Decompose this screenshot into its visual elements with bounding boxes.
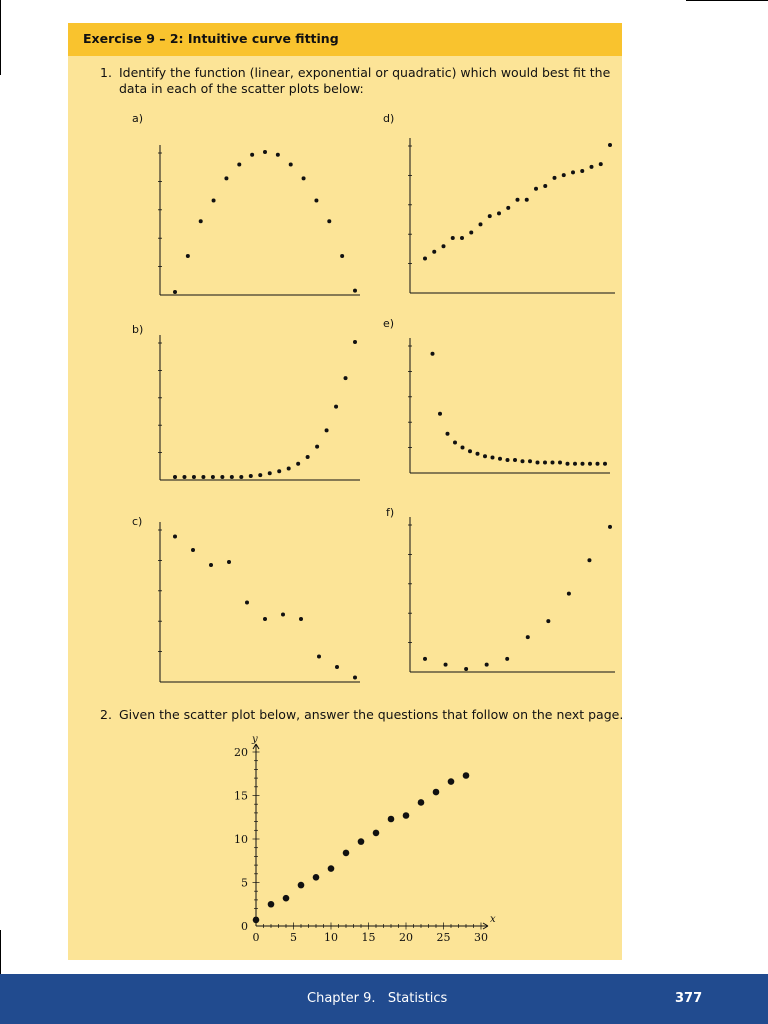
- data-point: [588, 462, 592, 466]
- data-point: [230, 475, 234, 479]
- data-point: [192, 475, 196, 479]
- data-point: [433, 789, 440, 796]
- crop-mark: [0, 0, 1, 75]
- data-point: [340, 254, 344, 258]
- data-point: [327, 219, 331, 223]
- data-point: [353, 289, 357, 293]
- data-point: [182, 475, 186, 479]
- data-point: [224, 176, 228, 180]
- scatter-plot-b: [150, 330, 365, 490]
- data-point: [299, 617, 303, 621]
- data-point: [227, 560, 231, 564]
- data-point: [566, 462, 570, 466]
- data-point: [289, 162, 293, 166]
- data-point: [468, 449, 472, 453]
- data-point: [488, 214, 492, 218]
- data-point: [423, 657, 427, 661]
- data-point: [536, 461, 540, 465]
- data-point: [546, 619, 550, 623]
- data-point: [253, 917, 260, 924]
- data-point: [498, 457, 502, 461]
- plot-label-a: a): [132, 112, 144, 125]
- data-point: [263, 150, 267, 154]
- data-point: [328, 865, 335, 872]
- data-point: [432, 250, 436, 254]
- data-point: [209, 563, 213, 567]
- data-point: [173, 475, 177, 479]
- data-point: [335, 665, 339, 669]
- data-point: [485, 663, 489, 667]
- data-point: [448, 778, 455, 785]
- data-point: [553, 176, 557, 180]
- data-point: [580, 169, 584, 173]
- data-point: [590, 165, 594, 169]
- data-point: [558, 461, 562, 465]
- data-point: [313, 874, 320, 881]
- scatter-plot-d: [400, 130, 620, 300]
- data-point: [250, 153, 254, 157]
- scatter-plot-e: [400, 330, 615, 480]
- data-point: [567, 592, 571, 596]
- data-point: [476, 452, 480, 456]
- page-number: 377: [675, 991, 703, 1006]
- y-axis-label: y: [252, 734, 258, 745]
- crop-mark: [0, 930, 1, 974]
- plot-label-b: b): [132, 323, 144, 336]
- data-point: [442, 244, 446, 248]
- data-point: [211, 475, 215, 479]
- data-point: [306, 455, 310, 459]
- data-point: [314, 199, 318, 203]
- data-point: [418, 799, 425, 806]
- data-point: [173, 290, 177, 294]
- data-point: [479, 222, 483, 226]
- x-tick-label: 10: [324, 931, 338, 944]
- data-point: [460, 236, 464, 240]
- data-point: [403, 812, 410, 819]
- data-point: [186, 254, 190, 258]
- data-point: [599, 162, 603, 166]
- data-point: [298, 882, 305, 889]
- scatter-plot-question-2: [225, 735, 515, 950]
- data-point: [344, 376, 348, 380]
- data-point: [287, 466, 291, 470]
- data-point: [315, 445, 319, 449]
- data-point: [534, 187, 538, 191]
- scatter-plot-a: [150, 138, 365, 303]
- data-point: [513, 458, 517, 462]
- data-point: [562, 173, 566, 177]
- data-point: [483, 454, 487, 458]
- plot-label-f: f): [386, 506, 395, 519]
- data-point: [543, 461, 547, 465]
- data-point: [464, 667, 468, 671]
- question-number: 2.: [100, 707, 112, 722]
- data-point: [373, 830, 380, 837]
- x-tick-label: 0: [252, 931, 260, 944]
- x-tick-label: 15: [361, 931, 376, 944]
- data-point: [277, 469, 281, 473]
- data-point: [239, 475, 243, 479]
- data-point: [446, 432, 450, 436]
- data-point: [526, 635, 530, 639]
- scatter-plot-f: [400, 510, 620, 680]
- data-point: [521, 459, 525, 463]
- x-tick-label: 30: [474, 931, 488, 944]
- data-point: [551, 461, 555, 465]
- data-point: [358, 838, 365, 845]
- data-point: [201, 475, 205, 479]
- question-text: Identify the function (linear, exponential or quadratic) which would best fit the: [119, 65, 611, 80]
- data-point: [258, 473, 262, 477]
- data-point: [608, 525, 612, 529]
- data-point: [353, 340, 357, 344]
- data-point: [220, 475, 224, 479]
- data-point: [469, 231, 473, 235]
- data-point: [353, 676, 357, 680]
- x-tick-label: 20: [399, 931, 413, 944]
- data-point: [491, 456, 495, 460]
- data-point: [596, 462, 600, 466]
- plot-label-e: e): [383, 317, 395, 330]
- data-point: [343, 850, 350, 857]
- plot-label-d: d): [383, 112, 395, 125]
- data-point: [268, 471, 272, 475]
- y-tick-label: 15: [234, 789, 248, 803]
- data-point: [334, 405, 338, 409]
- data-point: [463, 772, 470, 779]
- data-point: [603, 462, 607, 466]
- data-point: [505, 657, 509, 661]
- data-point: [528, 459, 532, 463]
- y-tick-label: 20: [234, 746, 248, 759]
- data-point: [543, 184, 547, 188]
- data-point: [237, 162, 241, 166]
- question-text-line2: data in each of the scatter plots below:: [119, 81, 364, 96]
- data-point: [296, 462, 300, 466]
- data-point: [516, 198, 520, 202]
- y-tick-label: 10: [234, 833, 248, 846]
- chapter-title: Chapter 9. Statistics: [307, 991, 448, 1006]
- data-point: [573, 462, 577, 466]
- data-point: [249, 474, 253, 478]
- data-point: [276, 153, 280, 157]
- question-number: 1.: [100, 65, 112, 80]
- data-point: [173, 535, 177, 539]
- data-point: [325, 428, 329, 432]
- data-point: [281, 613, 285, 617]
- data-point: [451, 236, 455, 240]
- data-point: [497, 211, 501, 215]
- x-tick-label: 5: [290, 931, 297, 944]
- data-point: [525, 198, 529, 202]
- plot-label-c: c): [132, 515, 143, 528]
- data-point: [212, 199, 216, 203]
- data-point: [199, 219, 203, 223]
- data-point: [571, 170, 575, 174]
- x-tick-label: 25: [436, 931, 451, 944]
- data-point: [423, 257, 427, 261]
- data-point: [506, 458, 510, 462]
- exercise-header: [68, 23, 622, 56]
- data-point: [453, 441, 457, 445]
- data-point: [438, 412, 442, 416]
- data-point: [268, 901, 275, 908]
- question-text: Given the scatter plot below, answer the questions that follow on the next page.: [119, 707, 624, 722]
- data-point: [388, 816, 395, 823]
- page-footer: [0, 974, 768, 1024]
- data-point: [608, 143, 612, 147]
- scatter-plot-c: [150, 520, 365, 690]
- y-tick-label: 5: [241, 876, 248, 890]
- data-point: [581, 462, 585, 466]
- crop-mark: [686, 0, 768, 1]
- data-point: [461, 446, 465, 450]
- data-point: [263, 617, 267, 621]
- data-point: [191, 548, 195, 552]
- y-tick-label: 0: [241, 920, 248, 933]
- data-point: [317, 655, 321, 659]
- data-point: [245, 601, 249, 605]
- data-point: [506, 206, 510, 210]
- data-point: [431, 352, 435, 356]
- x-axis-label: x: [490, 914, 496, 925]
- data-point: [587, 558, 591, 562]
- exercise-title: Exercise 9 – 2: Intuitive curve fitting: [83, 31, 339, 46]
- data-point: [302, 176, 306, 180]
- data-point: [283, 895, 290, 902]
- data-point: [444, 663, 448, 667]
